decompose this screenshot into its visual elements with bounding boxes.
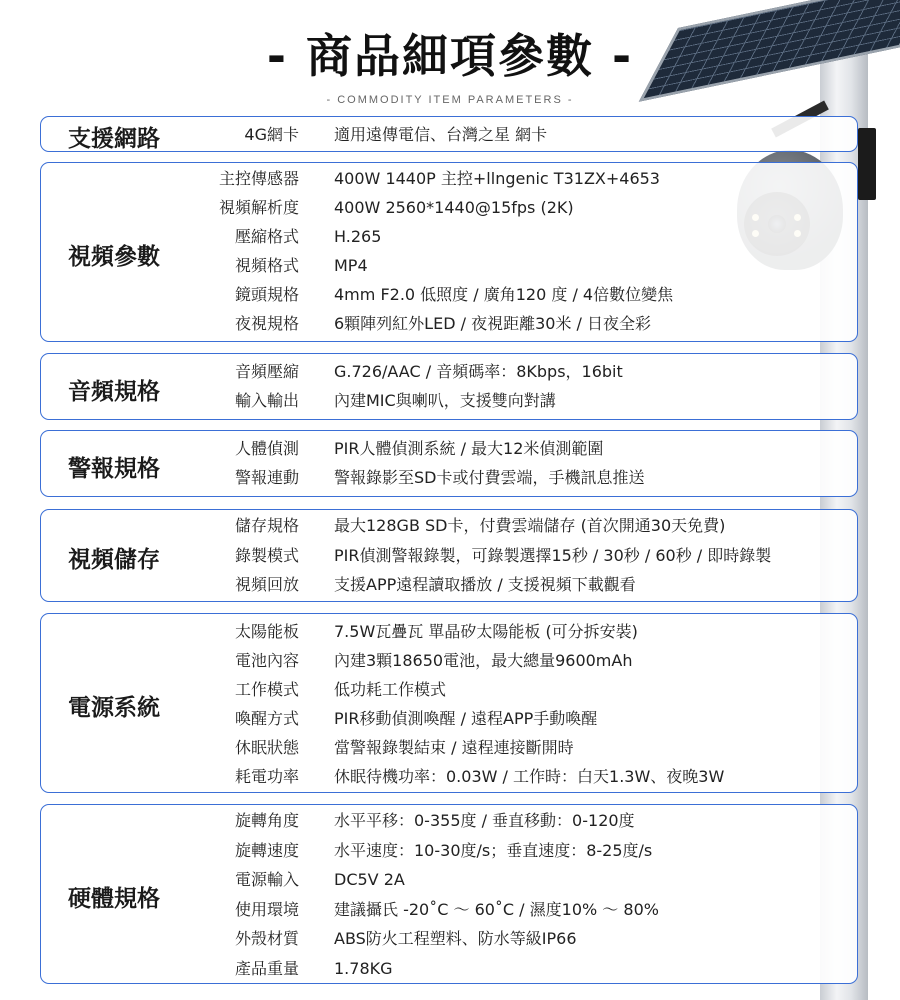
spec-label: 外殼材質 bbox=[234, 929, 299, 948]
spec-label: 主控傳感器 bbox=[218, 169, 299, 188]
spec-label: 音頻壓縮 bbox=[234, 362, 299, 381]
spec-value: H.265 bbox=[334, 227, 382, 246]
spec-section bbox=[40, 613, 858, 793]
spec-label: 視頻解析度 bbox=[218, 198, 299, 217]
spec-value: G.726/AAC / 音頻碼率：8Kbps，16bit bbox=[334, 362, 623, 381]
spec-value: 水平速度：10-30度/s；垂直速度：8-25度/s bbox=[334, 840, 653, 860]
spec-value: DC5V 2A bbox=[334, 870, 405, 889]
spec-value: 最大128GB SD卡，付費雲端儲存 (首次開通30天免費) bbox=[334, 516, 726, 535]
spec-value: 4mm F2.0 低照度 / 廣角120 度 / 4倍數位變焦 bbox=[334, 285, 674, 304]
spec-section bbox=[40, 430, 858, 497]
spec-value: MP4 bbox=[334, 256, 368, 275]
spec-label: 警報連動 bbox=[234, 468, 299, 487]
spec-value: 400W 2560*1440@15fps (2K) bbox=[334, 198, 574, 217]
spec-value: 水平平移：0-355度 / 垂直移動：0-120度 bbox=[334, 811, 635, 830]
page-title: - 商品細項參數 - bbox=[266, 29, 634, 83]
spec-value: 適用遠傳電信、台灣之星 網卡 bbox=[334, 125, 548, 144]
section-title: 電源系統 bbox=[68, 695, 160, 721]
spec-label: 鏡頭規格 bbox=[234, 285, 299, 304]
page-title-row bbox=[0, 20, 900, 86]
spec-label: 視頻回放 bbox=[234, 575, 299, 594]
spec-value: 7.5W瓦疊瓦 單晶矽太陽能板 (可分拆安裝) bbox=[334, 622, 638, 641]
spec-value: 400W 1440P 主控+llngenic T31ZX+4653 bbox=[334, 169, 660, 188]
spec-label: 錄製模式 bbox=[234, 545, 299, 565]
spec-section bbox=[40, 116, 858, 152]
spec-label: 電源輸入 bbox=[234, 870, 299, 889]
spec-value: 支援APP遠程讀取播放 / 支援視頻下載觀看 bbox=[334, 575, 636, 594]
spec-value: 警報錄影至SD卡或付費雲端，手機訊息推送 bbox=[334, 468, 645, 487]
spec-value: ABS防火工程塑料、防水等級IP66 bbox=[334, 929, 577, 948]
spec-section bbox=[40, 804, 858, 984]
spec-label: 喚醒方式 bbox=[234, 709, 299, 728]
pole-clamp bbox=[858, 128, 876, 200]
spec-label: 夜視規格 bbox=[234, 314, 299, 333]
section-title: 視頻參數 bbox=[68, 244, 160, 270]
spec-label: 輸入輸出 bbox=[234, 391, 299, 410]
section-title: 支援網路 bbox=[68, 126, 160, 152]
spec-value: 內建3顆18650電池，最大總量9600mAh bbox=[334, 651, 633, 670]
spec-value: 低功耗工作模式 bbox=[334, 680, 447, 699]
section-title: 視頻儲存 bbox=[68, 547, 160, 573]
spec-label: 工作模式 bbox=[234, 680, 299, 699]
spec-section bbox=[40, 509, 858, 602]
spec-section bbox=[40, 353, 858, 420]
spec-label: 耗電功率 bbox=[234, 767, 299, 786]
spec-value: 1.78KG bbox=[334, 958, 393, 978]
spec-label: 人體偵測 bbox=[234, 439, 299, 458]
spec-section bbox=[40, 162, 858, 342]
spec-label: 使用環境 bbox=[234, 899, 299, 919]
section-title: 音頻規格 bbox=[68, 379, 160, 405]
spec-label: 電池內容 bbox=[234, 651, 299, 670]
section-title: 硬體規格 bbox=[68, 886, 160, 912]
spec-label: 儲存規格 bbox=[234, 516, 299, 535]
spec-value: PIR偵測警報錄製，可錄製選擇15秒 / 30秒 / 60秒 / 即時錄製 bbox=[334, 545, 772, 565]
spec-label: 休眠狀態 bbox=[234, 738, 299, 757]
spec-value: 內建MIC與喇叭，支援雙向對講 bbox=[334, 391, 556, 410]
spec-value: 當警報錄製結束 / 遠程連接斷開時 bbox=[334, 738, 574, 757]
spec-value: 6顆陣列紅外LED / 夜視距離30米 / 日夜全彩 bbox=[334, 314, 652, 333]
spec-value: PIR人體偵測系統 / 最大12米偵測範圍 bbox=[334, 439, 604, 458]
spec-label: 旋轉角度 bbox=[234, 811, 299, 830]
spec-value: 建議攝氏 -20˚C ～ 60˚C / 濕度10% ～ 80% bbox=[334, 899, 659, 919]
spec-value: PIR移動偵測喚醒 / 遠程APP手動喚醒 bbox=[334, 709, 598, 728]
spec-label: 視頻格式 bbox=[234, 256, 299, 275]
spec-value: 休眠待機功率：0.03W / 工作時：白天1.3W、夜晚3W bbox=[334, 767, 725, 786]
section-title: 警報規格 bbox=[68, 456, 160, 482]
spec-label: 旋轉速度 bbox=[234, 840, 299, 860]
spec-label: 4G網卡 bbox=[244, 125, 299, 144]
spec-label: 產品重量 bbox=[234, 958, 299, 978]
spec-label: 太陽能板 bbox=[234, 622, 299, 641]
page-subtitle: - COMMODITY ITEM PARAMETERS - bbox=[326, 94, 574, 106]
spec-label: 壓縮格式 bbox=[234, 227, 299, 246]
